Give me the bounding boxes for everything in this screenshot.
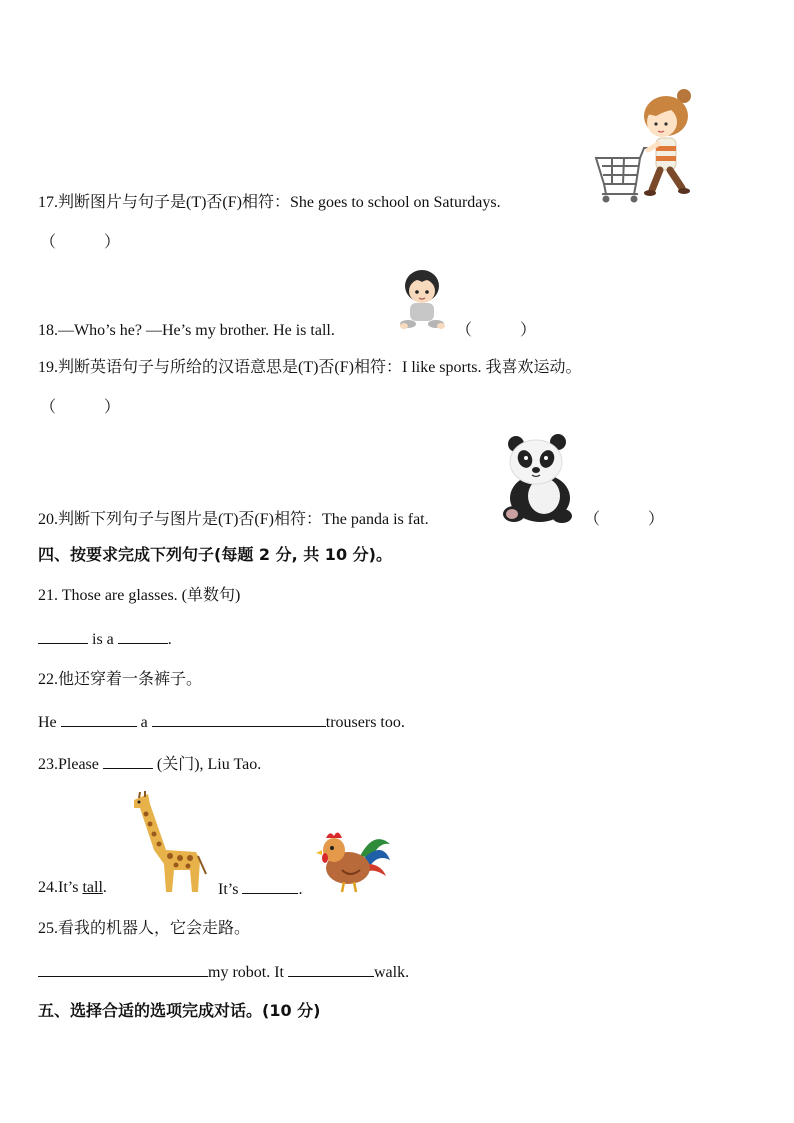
q24-prefix: 24.It’s — [38, 879, 79, 896]
q22-answer-end: trousers too. — [325, 714, 405, 731]
q24-second-line — [218, 878, 302, 900]
q22-blank-2[interactable] — [152, 711, 326, 727]
panda-icon — [500, 432, 580, 524]
q25-blank-2[interactable] — [288, 961, 374, 977]
q22-blank-1[interactable] — [61, 711, 137, 727]
q22-text: 22.他还穿着一条裤子。 — [38, 671, 203, 688]
q25-answer-mid: my robot. It — [208, 964, 284, 981]
q25-blank-1[interactable] — [38, 961, 208, 977]
q25-answer-line — [38, 961, 409, 983]
q25-text: 25.看我的机器人，它会走路。 — [38, 920, 251, 937]
boy-sitting-icon — [398, 268, 448, 332]
q24-blank[interactable] — [242, 878, 298, 894]
q19-text: 19.判断英语句子与所给的汉语意思是(T)否(F)相符：I like sports. 我喜欢运动。 — [38, 359, 582, 376]
q24-line — [38, 878, 107, 898]
q23-line — [38, 753, 261, 775]
q18-text: 18.—Who’s he? —He’s my brother. He is tall. — [38, 322, 335, 339]
q23-suffix: (关门), Liu Tao. — [156, 756, 262, 773]
q21-blank-2[interactable] — [118, 628, 168, 644]
girl-pushing-cart-icon — [592, 86, 696, 208]
q20-text: 20.判断下列句子与图片是(T)否(F)相符：The panda is fat. — [38, 511, 429, 528]
q17-answer-paren[interactable]: （ ） — [40, 234, 121, 251]
q23-blank[interactable] — [103, 753, 153, 769]
rooster-icon — [312, 826, 392, 896]
section-5-heading: 五、选择合适的选项完成对话。(10 分) — [38, 1001, 321, 1020]
q24-second: It’s — [218, 881, 239, 898]
q22-answer-line — [38, 711, 405, 733]
q20-answer-paren[interactable]: （ ） — [584, 511, 665, 528]
q18-answer-paren[interactable]: （ ） — [456, 322, 537, 339]
q23-prefix: 23.Please — [38, 756, 99, 773]
q24-end: . — [298, 881, 303, 898]
q19-answer-paren[interactable]: （ ） — [40, 399, 121, 416]
q22-answer-mid: a — [140, 714, 148, 731]
section-4-heading: 四、按要求完成下列句子(每题 2 分, 共 10 分)。 — [38, 545, 392, 564]
q21-answer-end: . — [167, 631, 172, 648]
q22-answer-start: He — [38, 714, 57, 731]
q21-answer-mid: is a — [92, 631, 114, 648]
q24-dot: . — [102, 879, 107, 896]
q17-text: 17.判断图片与句子是(T)否(F)相符：She goes to school on Saturdays. — [38, 194, 501, 211]
q24-underlined-word: tall — [82, 879, 103, 896]
q21-blank-1[interactable] — [38, 628, 88, 644]
q25-answer-end: walk. — [374, 964, 410, 981]
giraffe-icon — [126, 790, 208, 894]
q21-text: 21. Those are glasses. (单数句) — [38, 587, 241, 604]
q21-answer-line — [38, 628, 172, 650]
